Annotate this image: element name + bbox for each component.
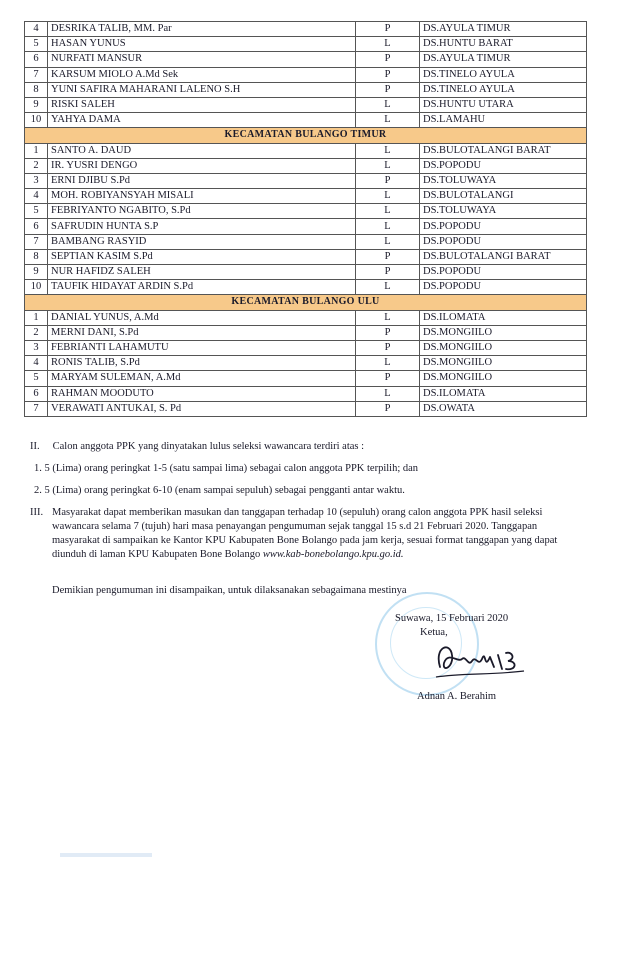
- gender: L: [356, 113, 420, 128]
- village: DS.MONGIILO: [420, 356, 587, 371]
- village: DS.TINELO AYULA: [420, 67, 587, 82]
- table-row: [25, 189, 587, 204]
- village: DS.POPODU: [420, 158, 587, 173]
- table-row: [25, 158, 587, 173]
- candidate-name: BAMBANG RASYID: [48, 234, 356, 249]
- candidate-name: FEBRIYANTO NGABITO, S.Pd: [48, 204, 356, 219]
- district-header-row: [25, 128, 587, 143]
- village: DS.LAMAHU: [420, 113, 587, 128]
- gender: L: [356, 143, 420, 158]
- note-ii-item-2: 2. 5 (Lima) orang peringkat 6-10 (enam sampai sepuluh) sebagai pengganti antar waktu.: [34, 485, 405, 496]
- candidate-name: YUNI SAFIRA MAHARANI LALENO S.H: [48, 82, 356, 97]
- row-number: 2: [25, 325, 48, 340]
- candidate-name: HASAN YUNUS: [48, 37, 356, 52]
- row-number: 10: [25, 280, 48, 295]
- place-date: Suwawa, 15 Februari 2020: [395, 613, 509, 624]
- scan-artifact: [60, 853, 152, 857]
- table-row: [25, 356, 587, 371]
- row-number: 8: [25, 249, 48, 264]
- gender: L: [356, 280, 420, 295]
- row-number: 5: [25, 371, 48, 386]
- village: DS.HUNTU BARAT: [420, 37, 587, 52]
- gender: P: [356, 52, 420, 67]
- row-number: 4: [25, 22, 48, 37]
- candidate-name: SEPTIAN KASIM S.Pd: [48, 249, 356, 264]
- gender: L: [356, 386, 420, 401]
- district-title: KECAMATAN BULANGO TIMUR: [25, 128, 587, 143]
- district-header-row: [25, 295, 587, 310]
- village: DS.POPODU: [420, 280, 587, 295]
- village: DS.ILOMATA: [420, 310, 587, 325]
- gender: P: [356, 173, 420, 188]
- candidate-name: KARSUM MIOLO A.Md Sek: [48, 67, 356, 82]
- note-ii-number: II.: [30, 441, 40, 452]
- signer-name: Adnan A. Berahim: [417, 691, 497, 702]
- village: DS.TINELO AYULA: [420, 82, 587, 97]
- candidate-name: NUR HAFIDZ SALEH: [48, 265, 356, 280]
- candidate-name: YAHYA DAMA: [48, 113, 356, 128]
- gender: P: [356, 401, 420, 416]
- table-row: [25, 143, 587, 158]
- village: DS.MONGIILO: [420, 325, 587, 340]
- gender: P: [356, 371, 420, 386]
- candidate-name: MERNI DANI, S.Pd: [48, 325, 356, 340]
- table-row: [25, 113, 587, 128]
- row-number: 10: [25, 113, 48, 128]
- table-row: [25, 52, 587, 67]
- candidate-name: DESRIKA TALIB, MM. Par: [48, 22, 356, 37]
- candidate-name: RISKI SALEH: [48, 97, 356, 112]
- table-row: [25, 234, 587, 249]
- table-row: [25, 249, 587, 264]
- table-row: [25, 401, 587, 416]
- gender: P: [356, 67, 420, 82]
- candidate-name: MARYAM SULEMAN, A.Md: [48, 371, 356, 386]
- village: DS.POPODU: [420, 265, 587, 280]
- candidate-name: DANIAL YUNUS, A.Md: [48, 310, 356, 325]
- district-title: KECAMATAN BULANGO ULU: [25, 295, 587, 310]
- candidate-name: FEBRIANTI LAHAMUTU: [48, 340, 356, 355]
- table-row: [25, 371, 587, 386]
- row-number: 3: [25, 340, 48, 355]
- village: DS.OWATA: [420, 401, 587, 416]
- row-number: 8: [25, 82, 48, 97]
- gender: P: [356, 265, 420, 280]
- table-row: [25, 37, 587, 52]
- gender: P: [356, 325, 420, 340]
- candidate-name: RONIS TALIB, S.Pd: [48, 356, 356, 371]
- table-row: [25, 325, 587, 340]
- note-iii-text: Masyarakat dapat memberikan masukan dan tanggapan terhadap 10 (sepuluh) orang calon anggota PPK hasil seleksi wawancara selama 7 (tujuh) hari masa penayangan pengumuman sejak tanggal 15 s.d 21 Februari 2020. Tanggapan masyarakat di sampaikan ke Kantor KPU Kabupaten Bone Bolango pada jam kerja, sesuai format tanggapan yang dapat diunduh di laman KPU Kabupaten Bone Bolango: [52, 507, 558, 560]
- village: DS.BULOTALANGI BARAT: [420, 143, 587, 158]
- village: DS.TOLUWAYA: [420, 204, 587, 219]
- row-number: 6: [25, 52, 48, 67]
- row-number: 5: [25, 37, 48, 52]
- candidate-name: IR. YUSRI DENGO: [48, 158, 356, 173]
- village: DS.AYULA TIMUR: [420, 22, 587, 37]
- candidate-name: MOH. ROBIYANSYAH MISALI: [48, 189, 356, 204]
- village: DS.TOLUWAYA: [420, 173, 587, 188]
- candidate-name: NURFATI MANSUR: [48, 52, 356, 67]
- village: DS.POPODU: [420, 219, 587, 234]
- village: DS.MONGIILO: [420, 340, 587, 355]
- candidate-name: TAUFIK HIDAYAT ARDIN S.Pd: [48, 280, 356, 295]
- row-number: 9: [25, 265, 48, 280]
- village: DS.MONGIILO: [420, 371, 587, 386]
- kpu-website-link[interactable]: www.kab-bonebolango.kpu.go.id.: [262, 549, 404, 560]
- row-number: 4: [25, 356, 48, 371]
- gender: L: [356, 97, 420, 112]
- candidate-name: SANTO A. DAUD: [48, 143, 356, 158]
- village: DS.POPODU: [420, 234, 587, 249]
- note-ii-item-1: 1. 5 (Lima) orang peringkat 1-5 (satu sampai lima) sebagai calon anggota PPK terpilih; dan: [34, 463, 419, 474]
- table-row: [25, 82, 587, 97]
- handwritten-signature: [432, 637, 532, 685]
- table-row: [25, 310, 587, 325]
- candidate-name: RAHMAN MOODUTO: [48, 386, 356, 401]
- table-row: [25, 265, 587, 280]
- table-row: [25, 67, 587, 82]
- row-number: 6: [25, 219, 48, 234]
- signer-role: Ketua,: [420, 627, 448, 638]
- gender: L: [356, 37, 420, 52]
- table-row: [25, 219, 587, 234]
- row-number: 1: [25, 310, 48, 325]
- gender: L: [356, 158, 420, 173]
- gender: P: [356, 22, 420, 37]
- gender: P: [356, 82, 420, 97]
- table-row: [25, 204, 587, 219]
- row-number: 5: [25, 204, 48, 219]
- table-row: [25, 173, 587, 188]
- village: DS.ILOMATA: [420, 386, 587, 401]
- row-number: 4: [25, 189, 48, 204]
- gender: L: [356, 219, 420, 234]
- village: DS.BULOTALANGI BARAT: [420, 249, 587, 264]
- table-row: [25, 340, 587, 355]
- gender: L: [356, 310, 420, 325]
- table-row: [25, 386, 587, 401]
- gender: L: [356, 204, 420, 219]
- row-number: 6: [25, 386, 48, 401]
- table-row: [25, 97, 587, 112]
- row-number: 9: [25, 97, 48, 112]
- candidate-name: VERAWATI ANTUKAI, S. Pd: [48, 401, 356, 416]
- candidate-name: SAFRUDIN HUNTA S.P: [48, 219, 356, 234]
- row-number: 7: [25, 67, 48, 82]
- note-ii-text: Calon anggota PPK yang dinyatakan lulus seleksi wawancara terdiri atas :: [52, 441, 365, 452]
- village: DS.HUNTU UTARA: [420, 97, 587, 112]
- gender: P: [356, 249, 420, 264]
- note-iii-number: III.: [30, 507, 44, 518]
- gender: P: [356, 340, 420, 355]
- gender: L: [356, 189, 420, 204]
- gender: L: [356, 234, 420, 249]
- candidate-name: ERNI DJIBU S.Pd: [48, 173, 356, 188]
- table-row: [25, 280, 587, 295]
- table-row: [25, 22, 587, 37]
- row-number: 2: [25, 158, 48, 173]
- row-number: 7: [25, 234, 48, 249]
- gender: L: [356, 356, 420, 371]
- row-number: 3: [25, 173, 48, 188]
- row-number: 7: [25, 401, 48, 416]
- village: DS.BULOTALANGI: [420, 189, 587, 204]
- village: DS.AYULA TIMUR: [420, 52, 587, 67]
- row-number: 1: [25, 143, 48, 158]
- closing-statement: Demikian pengumuman ini disampaikan, untuk dilaksanakan sebagaimana mestinya: [52, 585, 407, 596]
- candidate-table: [24, 21, 587, 417]
